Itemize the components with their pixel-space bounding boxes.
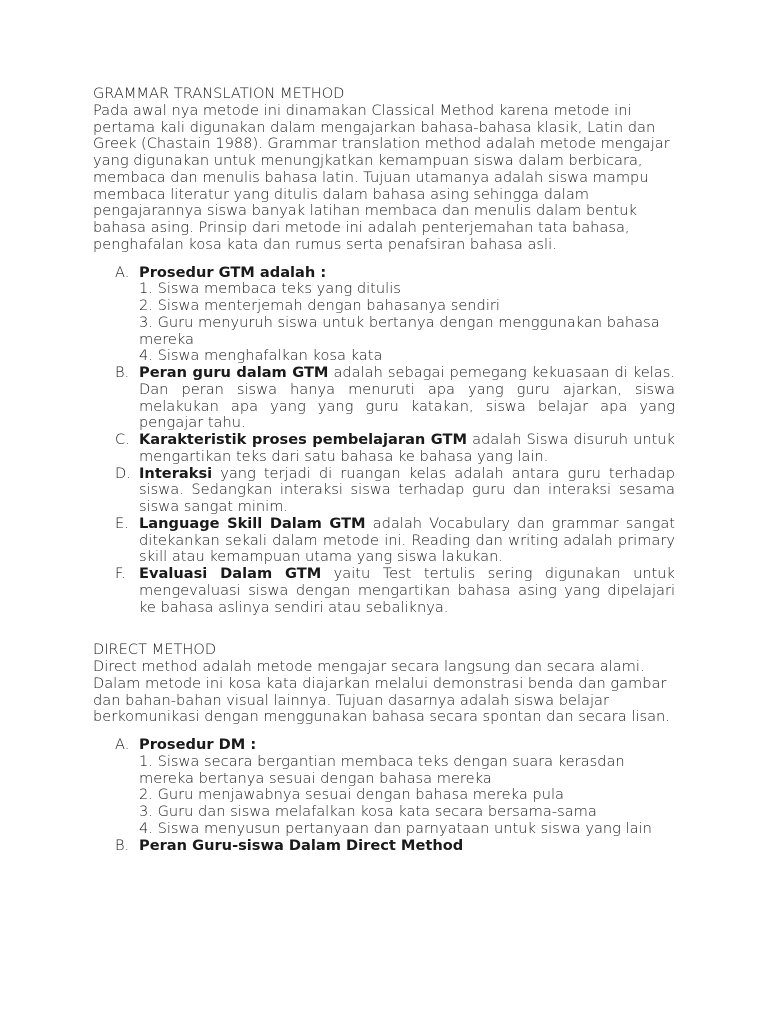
item-text: adalah Siswa disuruh untuk mengartikan teks dari satu bahasa ke bahasa yang lain. [139,431,676,465]
list-item [93,566,675,616]
dm-procedure-steps [139,754,675,838]
item-heading: Language Skill Dalam GTM [139,514,366,532]
section-title-dm: DIRECT METHOD [93,641,217,659]
item-text: adalah sebagai pemegang kekuasaan di kelas. Dan peran siswa hanya menuruti apa yang guru ajarkan, siswa melakukan apa yang yang guru katakan, siswa belajar apa yang pengajar tahu. [139,364,675,432]
list-item [93,265,675,366]
list-item [93,365,675,432]
list-marker: B. [115,364,130,381]
item-heading: Karakteristik proses pembelajaran GTM [139,431,468,448]
step-item: 2. Guru menjawabnya sesuai dengan bahasa mereka pula [139,786,564,804]
list-item [93,432,675,466]
step-item: 3. Guru menyuruh siswa untuk bertanya dengan menggunakan bahasa mereka [139,313,660,348]
item-text: yaitu Test tertulis sering digunakan untuk mengevaluasi siswa dengan mengartikan bahasa asing yang dipelajari ke bahasa aslinya sendiri atau sebaliknya. [139,565,676,616]
item-text: adalah Vocabulary dan grammar sangat ditekankan sekali dalam metode ini. Reading dan writing adalah primary skill atau kemampuan utama yang siswa lakukan. [139,514,676,566]
step-item: 1. Siswa membaca teks yang ditulis [139,280,401,298]
list-marker: E. [115,514,129,532]
item-heading: Prosedur DM : [139,736,257,753]
list-marker: B. [115,836,130,854]
item-heading: Interaksi [139,464,213,482]
dm-intro-paragraph: Direct method adalah metode mengajar secara langsung dan secara alami. Dalam metode ini kosa kata diajarkan melalui demonstrasi benda dan gambar dan bahan-bahan visual lainnya. Tujuan dasarnya adalah siswa belajar berkomunikasi dengan menggunakan bahasa secara spontan dan secara lisan. [93,658,670,726]
dm-list [93,737,675,854]
list-marker: F. [115,565,126,582]
step-item: 2. Siswa menterjemah dengan bahasanya sendiri [139,297,500,314]
step-item: 3. Guru dan siswa melafalkan kosa kata secara bersama-sama [139,803,597,820]
item-heading: Evaluasi Dalam GTM [139,565,322,582]
list-item [93,466,675,516]
gtm-list [93,265,675,617]
step-item: 1. Siswa secara bergantian membaca teks dengan suara kerasdan mereka bertanya sesuai dengan bahasa mereka [139,752,625,787]
list-marker: C. [115,431,130,448]
step-item: 4. Siswa menyusun pertanyaan dan parnyataan untuk siswa yang lain [139,819,652,837]
step-item: 4. Siswa menghafalkan kosa kata [139,347,383,365]
section-title-gtm: GRAMMAR TRANSLATION METHOD [93,85,345,102]
item-text: yang terjadi di ruangan kelas adalah antara guru terhadap siswa. Sedangkan interaksi siswa terhadap guru dan interaksi sesama siswa sangat minim. [139,464,675,515]
item-heading: Prosedur GTM adalah : [139,263,327,281]
list-marker: D. [115,464,131,482]
list-item [93,737,675,838]
list-item [93,516,675,566]
item-heading: Peran guru dalam GTM [139,364,329,381]
document-content [93,86,675,854]
list-marker: A. [115,736,130,753]
list-marker: A. [115,263,130,281]
item-heading: Peran Guru-siswa Dalam Direct Method [139,836,464,854]
list-item [93,838,675,855]
gtm-intro-paragraph: Pada awal nya metode ini dinamakan Classical Method karena metode ini pertama kali digunakan dalam mengajarkan bahasa-bahasa klasik, Latin dan Greek (Chastain 1988). Grammar translation method adalah metode mengajar yang digunakan untuk menungjkatkan kemampuan siswa dalam berbicara, membaca dan menulis bahasa latin. Tujuan utamanya adalah siswa mampu membaca literatur yang ditulis dalam bahasa asing sehingga dalam pengajarannya siswa banyak latihan membaca dan menulis dalam bentuk bahasa asing. Prinsip dari metode ini adalah penterjemahan tata bahasa, penghafalan kosa kata dan rumus serta penafsiran bahasa asli. [93,101,670,253]
gtm-procedure-steps [139,281,675,365]
